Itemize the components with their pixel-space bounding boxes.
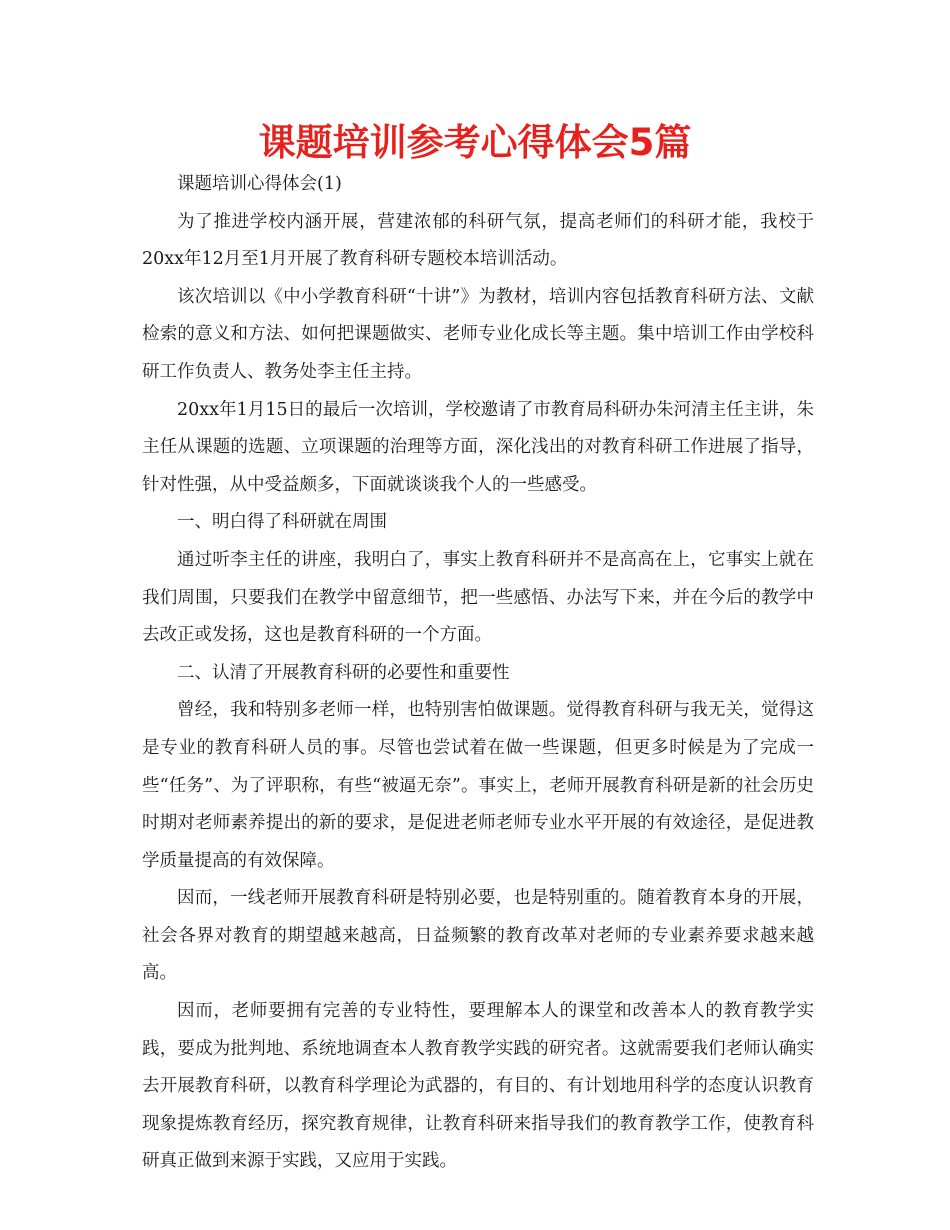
paragraph-necessity: 因而，一线老师开展教育科研是特别必要，也是特别重的。随着教育本身的开展，社会各界对教育的期望越来越高，日益频繁的教育改革对老师的专业素养要求越来越高。 xyxy=(142,888,814,984)
paragraph-final-training: 20xx年1月15日的最后一次培训，学校邀请了市教育局科研办朱河清主任主讲，朱主任从课题的选题、立项课题的治理等方面，深化浅出的对教育科研工作进展了指导，针对性强，从中受益颇多，下面就谈谈我个人的一些感受。 xyxy=(142,399,814,495)
paragraph-training-content: 该次培训以《中小学教育科研“十讲”》为教材，培训内容包括教育科研方法、文献检索的意义和方法、如何把课题做实、老师专业化成长等主题。集中培训工作由学校科研工作负责人、教务处李主任主持。 xyxy=(142,286,814,382)
paragraph-professional-traits: 因而，老师要拥有完善的专业特性，要理解本人的课堂和改善本人的教育教学实践，要成为批判地、系统地调查本人教育教学实践的研究者。这就需要我们老师认确实去开展教育科研，以教育科学理论为武器的，有目的、有计划地用科学的态度认识教育现象提炼教育经历，探究教育规律，让教育科研来指导我们的教育教学工作，使教育科研真正做到来源于实践，又应用于实践。 xyxy=(142,1001,814,1172)
subheading-two: 二、认清了开展教育科研的必要性和重要性 xyxy=(177,662,510,683)
paragraph-research-around: 通过听李主任的讲座，我明白了，事实上教育科研并不是高高在上，它事实上就在我们周围，只要我们在教学中留意细节，把一些感悟、办法写下来，并在今后的教学中去改正或发扬，这也是教育科研的一个方面。 xyxy=(142,549,814,646)
section-heading-1: 课题培训心得体会(1) xyxy=(177,174,342,194)
subheading-one: 一、明白得了科研就在周围 xyxy=(177,512,387,533)
paragraph-fear-of-research: 曾经，我和特别多老师一样，也特别害怕做课题。觉得教育科研与我无关，觉得这是专业的教育科研人员的事。尽管也尝试着在做一些课题，但更多时候是为了完成一些“任务”、为了评职称，有些“被逼无奈”。事实上，老师开展教育科研是新的社会历史时期对老师素养提出的新的要求，是促进老师老师专业水平开展的有效途径，是促进教学质量提高的有效保障。 xyxy=(142,700,814,871)
document-body xyxy=(142,166,814,1181)
document-title: 课题培训参考心得体会5篇 xyxy=(258,121,692,164)
paragraph-intro: 为了推进学校内涵开展，营建浓郁的科研气氛，提高老师们的科研才能，我校于20xx年12月至1月开展了教育科研专题校本培训活动。 xyxy=(142,211,814,270)
